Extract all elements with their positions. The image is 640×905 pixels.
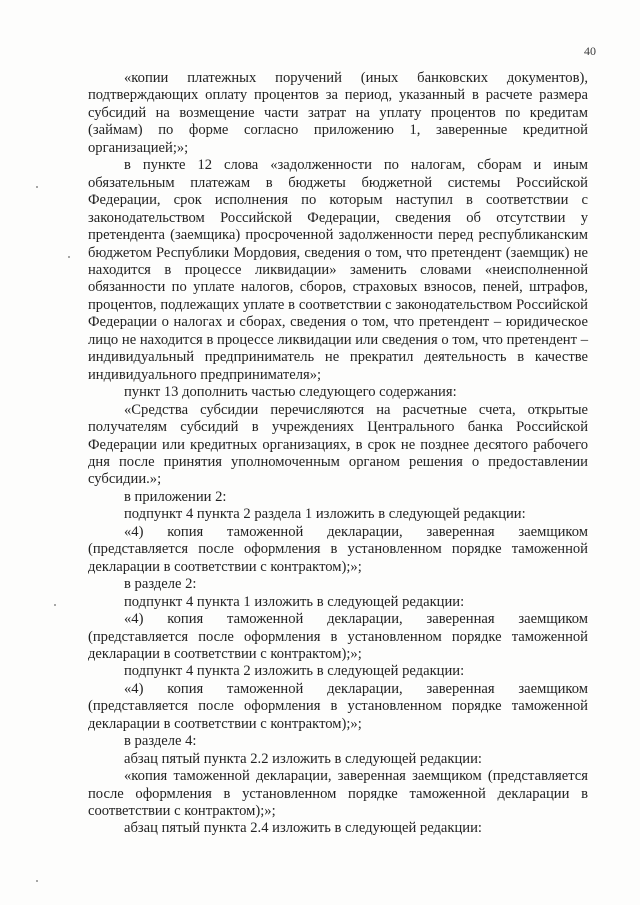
scan-speck [36,880,38,882]
paragraph: подпункт 4 пункта 1 изложить в следующей редакции: [124,593,465,610]
page-number: 40 [584,44,596,58]
paragraph: абзац пятый пункта 2.2 изложить в следующей редакции: [124,750,482,767]
paragraph: в разделе 2: [124,576,197,593]
scan-speck [68,256,70,258]
paragraph: абзац пятый пункта 2.4 изложить в следующей редакции: [124,820,482,837]
paragraph: «копия таможенной декларации, заверенная заемщиком (представляется после оформления в установленном порядке таможенной декларации в соответствии с контрактом);»; [88,768,588,820]
paragraph: «4) копия таможенной декларации, заверенная заемщиком (представляется после оформления в установленном порядке таможенной декларации в соответствии с контрактом);»; [88,523,588,575]
paragraph: «копии платежных поручений (иных банковских документов), подтверждающих оплату процентов за период, указанный в расчете размера субсидий на возмещение части затрат на уплату процентов по кредитам (займам) по форме согласно приложению 1, заверенные кредитной организацией;»; [88,70,588,156]
scan-speck [54,604,56,606]
paragraph: «Средства субсидии перечисляются на расчетные счета, открытые получателям субсидий в учреждениях Центрального банка Российской Федерации или кредитных организациях, в срок не позднее десятого рабочего дня после принятия уполномоченным органом решения о предоставлении субсидии.»; [88,401,588,488]
paragraph: «4) копия таможенной декларации, заверенная заемщиком (представляется после оформления в установленном порядке таможенной декларации в соответствии с контрактом);»; [88,680,588,732]
document-body [88,70,588,838]
paragraph: в разделе 4: [124,733,197,750]
scan-speck [36,186,38,188]
paragraph: «4) копия таможенной декларации, заверенная заемщиком (представляется после оформления в установленном порядке таможенной декларации в соответствии с контрактом);»; [88,611,588,662]
paragraph: подпункт 4 пункта 2 раздела 1 изложить в следующей редакции: [124,506,526,523]
paragraph: подпункт 4 пункта 2 изложить в следующей редакции: [124,663,465,680]
paragraph: в пункте 12 слова «задолженности по налогам, сборам и иным обязательным платежам в бюджеты бюджетной системы Российской Федерации, срок исполнения по которым наступил в соответствии с законодательством Российской Федерации, сведения об отсутствии у претендента (заемщика) просроченной задолженности перед республиканским бюджетом Республики Мордовия, сведения о том, что претендент (заемщик) не находится в процессе ликвидации» заменить словами «неисполненной обязанности по уплате налогов, сборов, страховых взносов, пеней, штрафов, процентов, подлежащих уплате в соответствии с законодательством Российской Федерации о налогах и сборах, сведения о том, что претендент – юридическое лицо не находится в процессе ликвидации или сведения о том, что претендент – индивидуальный предприниматель не прекратил деятельность в качестве индивидуального предпринимателя»; [88,157,588,383]
paragraph: пункт 13 дополнить частью следующего содержания: [124,384,457,401]
paragraph: в приложении 2: [124,488,227,505]
